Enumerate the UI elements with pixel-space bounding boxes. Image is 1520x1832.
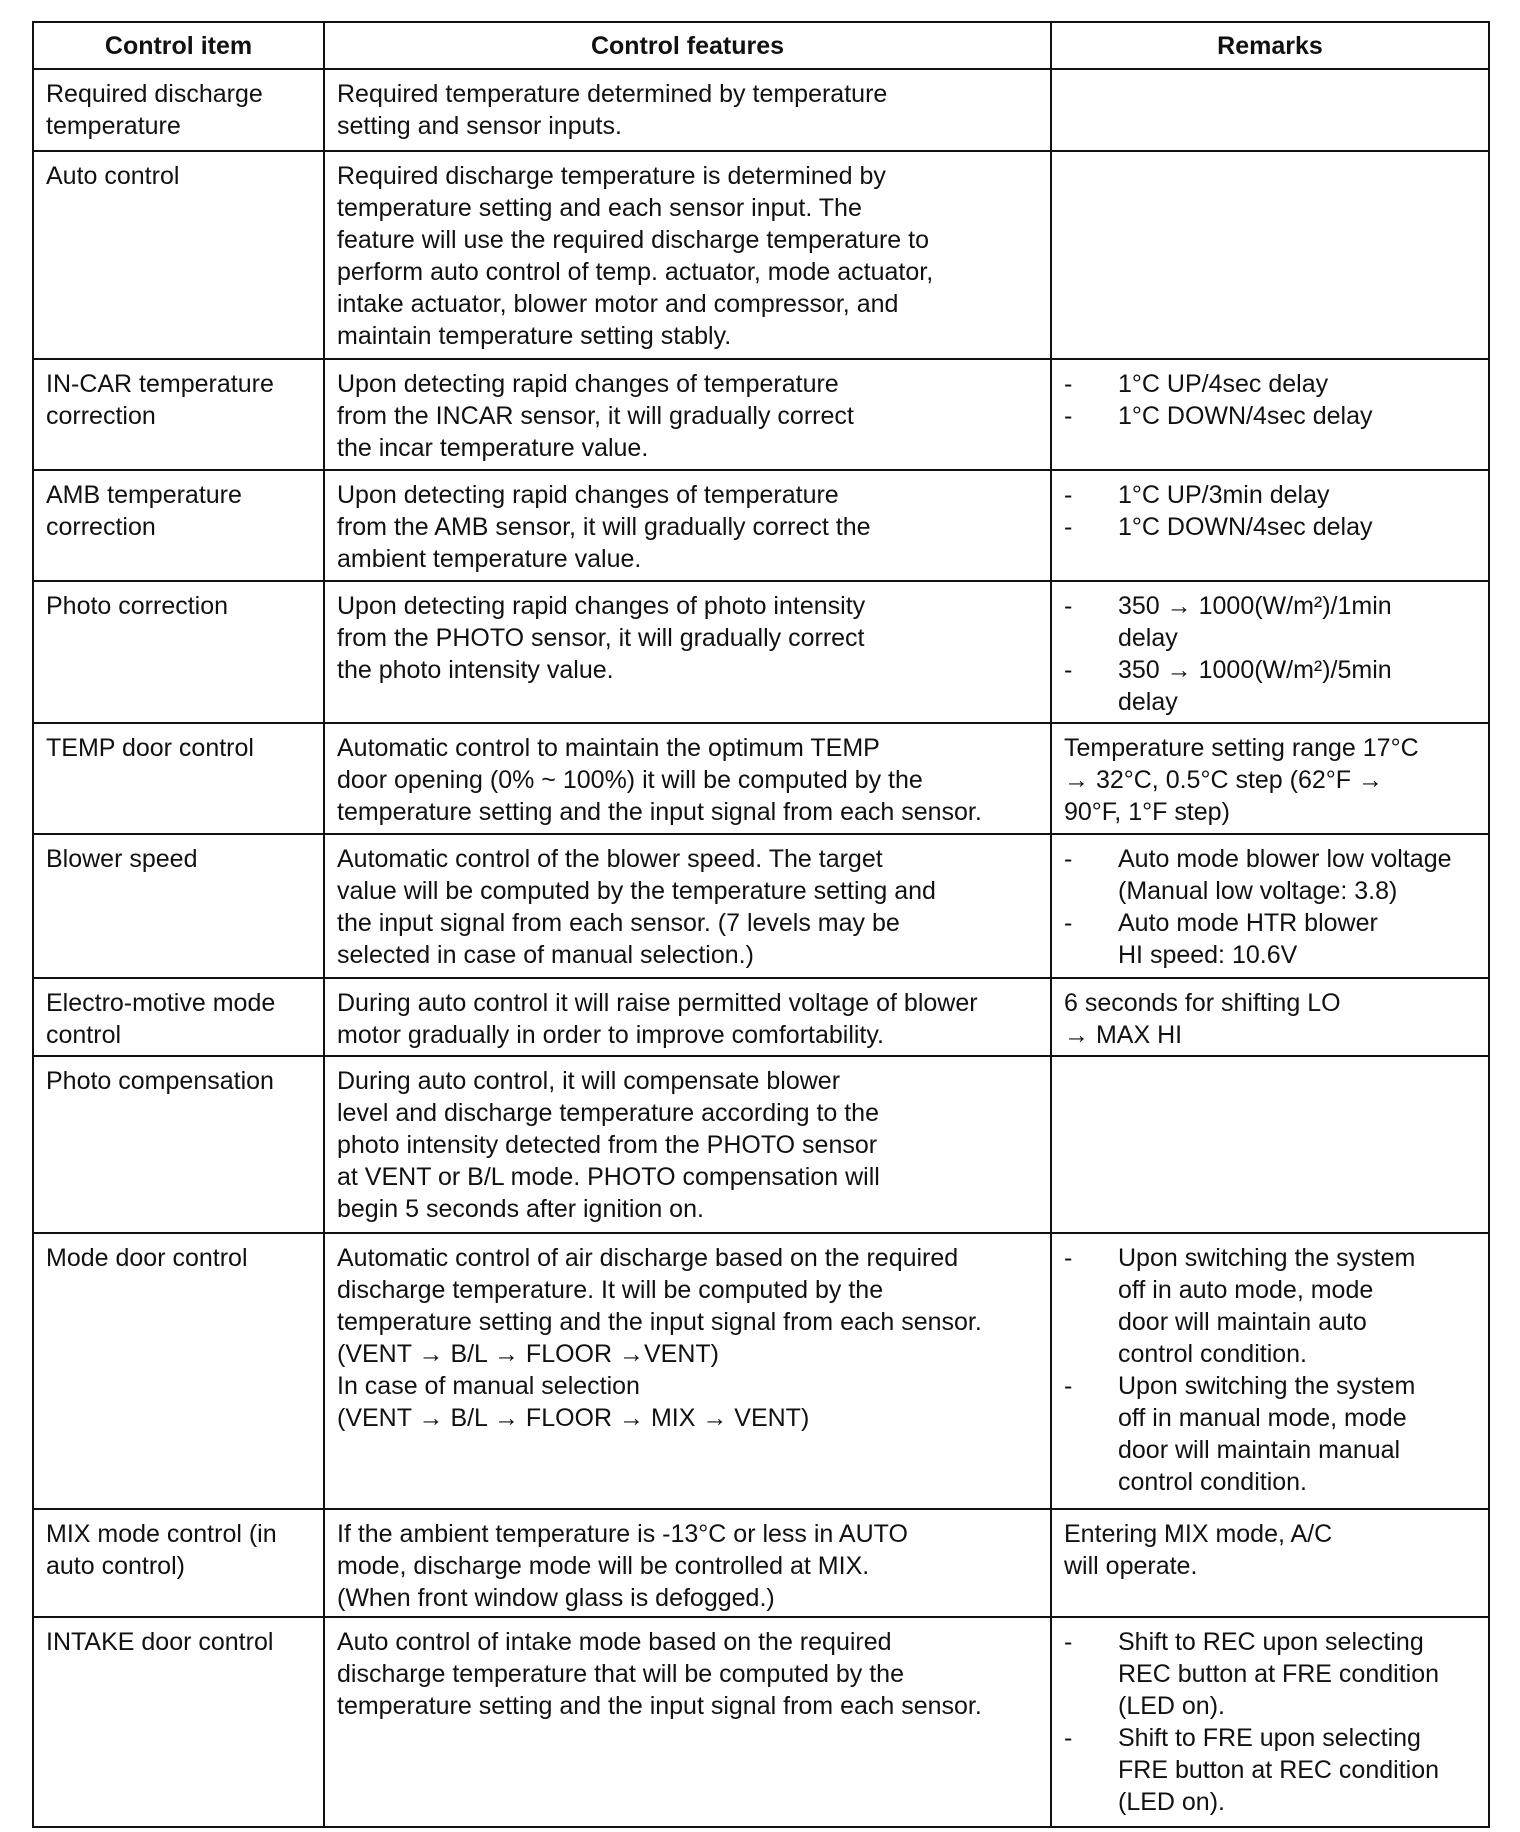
control-item-cell: AMB temperature correction [33, 470, 324, 581]
bullet-marker: - [1064, 656, 1073, 684]
control-features-cell: During auto control, it will compensate blower level and discharge temperature according to the photo intensity detected from the PHOTO sensor at VENT or B/L mode. PHOTO compensation will begin 5 seconds after ignition on. [324, 1056, 1051, 1233]
remarks-cell [1051, 581, 1489, 723]
header-remarks: Remarks [1051, 22, 1489, 69]
remark-bullet [1064, 907, 1476, 971]
remark-bullet [1064, 400, 1476, 432]
remarks-cell: Temperature setting range 17°C → 32°C, 0.5°C step (62°F → 90°F, 1°F step) [1051, 723, 1489, 834]
remarks-cell [1051, 151, 1489, 359]
bullet-text: 350 → 1000(W/m²)/1min delay [1118, 592, 1392, 652]
bullet-text: Auto mode blower low voltage (Manual low voltage: 3.8) [1118, 845, 1452, 905]
table-row [33, 834, 1489, 978]
bullet-text: Auto mode HTR blower HI speed: 10.6V [1118, 909, 1378, 969]
control-item-cell: IN-CAR temperature correction [33, 359, 324, 470]
remarks-cell [1051, 359, 1489, 470]
control-table [32, 21, 1490, 1828]
remark-bullet [1064, 479, 1476, 511]
remarks-cell: Entering MIX mode, A/C will operate. [1051, 1509, 1489, 1617]
bullet-marker: - [1064, 592, 1073, 620]
table-row [33, 359, 1489, 470]
bullet-marker: - [1064, 513, 1073, 541]
bullet-marker: - [1064, 402, 1073, 430]
table-row [33, 1617, 1489, 1827]
control-item-cell: Auto control [33, 151, 324, 359]
bullet-text: 1°C UP/4sec delay [1118, 370, 1329, 398]
table-row [33, 1056, 1489, 1233]
table-row [33, 69, 1489, 151]
bullet-text: Shift to REC upon selecting REC button at FRE condition (LED on). [1118, 1628, 1439, 1720]
remarks-cell [1051, 1617, 1489, 1827]
bullet-marker: - [1064, 1244, 1073, 1272]
remark-bullet [1064, 511, 1476, 543]
remark-bullet [1064, 654, 1476, 718]
control-item-cell: Electro-motive mode control [33, 978, 324, 1056]
bullet-text: 1°C DOWN/4sec delay [1118, 402, 1373, 430]
remarks-cell [1051, 69, 1489, 151]
remarks-cell [1051, 834, 1489, 978]
bullet-marker: - [1064, 481, 1073, 509]
control-features-cell: During auto control it will raise permitted voltage of blower motor gradually in order to improve comfortability. [324, 978, 1051, 1056]
remark-bullet [1064, 1722, 1476, 1818]
bullet-marker: - [1064, 1628, 1073, 1656]
control-item-cell: TEMP door control [33, 723, 324, 834]
bullet-marker: - [1064, 1372, 1073, 1400]
control-features-cell: Automatic control to maintain the optimum TEMP door opening (0% ~ 100%) it will be computed by the temperature setting and the input signal from each sensor. [324, 723, 1051, 834]
remark-bullet [1064, 1626, 1476, 1722]
control-item-cell: Required discharge temperature [33, 69, 324, 151]
remark-bullet [1064, 590, 1476, 654]
bullet-text: 350 → 1000(W/m²)/5min delay [1118, 656, 1392, 716]
bullet-text: 1°C UP/3min delay [1118, 481, 1330, 509]
table-row [33, 581, 1489, 723]
bullet-text: Shift to FRE upon selecting FRE button at REC condition (LED on). [1118, 1724, 1439, 1816]
remark-bullet [1064, 843, 1476, 907]
bullet-marker: - [1064, 909, 1073, 937]
bullet-marker: - [1064, 1724, 1073, 1752]
bullet-text: Upon switching the system off in auto mode, mode door will maintain auto control condition. [1118, 1244, 1416, 1368]
control-item-cell: MIX mode control (in auto control) [33, 1509, 324, 1617]
remark-bullet [1064, 1370, 1476, 1498]
control-item-cell: Photo correction [33, 581, 324, 723]
control-item-cell: Photo compensation [33, 1056, 324, 1233]
control-features-cell: Auto control of intake mode based on the required discharge temperature that will be computed by the temperature setting and the input signal from each sensor. [324, 1617, 1051, 1827]
control-features-cell: If the ambient temperature is -13°C or less in AUTO mode, discharge mode will be controlled at MIX. (When front window glass is defogged.) [324, 1509, 1051, 1617]
table-row [33, 723, 1489, 834]
remark-bullet [1064, 1242, 1476, 1370]
header-control-item: Control item [33, 22, 324, 69]
control-features-cell: Required temperature determined by temperature setting and sensor inputs. [324, 69, 1051, 151]
remarks-cell [1051, 1056, 1489, 1233]
control-features-cell: Upon detecting rapid changes of temperature from the AMB sensor, it will gradually correct the ambient temperature value. [324, 470, 1051, 581]
table-row [33, 978, 1489, 1056]
remarks-cell [1051, 1233, 1489, 1509]
control-features-cell: Required discharge temperature is determined by temperature setting and each sensor input. The feature will use the required discharge temperature to perform auto control of temp. actuator, mode actuator, intake actuator, blower motor and compressor, and maintain temperature setting stably. [324, 151, 1051, 359]
table-row [33, 151, 1489, 359]
remark-bullet [1064, 368, 1476, 400]
bullet-text: 1°C DOWN/4sec delay [1118, 513, 1373, 541]
table-row [33, 1233, 1489, 1509]
bullet-marker: - [1064, 845, 1073, 873]
control-item-cell: Mode door control [33, 1233, 324, 1509]
header-control-features: Control features [324, 22, 1051, 69]
header-row [33, 22, 1489, 69]
control-item-cell: Blower speed [33, 834, 324, 978]
bullet-marker: - [1064, 370, 1073, 398]
control-features-cell: Upon detecting rapid changes of temperature from the INCAR sensor, it will gradually correct the incar temperature value. [324, 359, 1051, 470]
table-row [33, 470, 1489, 581]
control-features-cell: Upon detecting rapid changes of photo intensity from the PHOTO sensor, it will gradually correct the photo intensity value. [324, 581, 1051, 723]
control-features-cell: Automatic control of the blower speed. The target value will be computed by the temperature setting and the input signal from each sensor. (7 levels may be selected in case of manual selection.) [324, 834, 1051, 978]
control-item-cell: INTAKE door control [33, 1617, 324, 1827]
bullet-text: Upon switching the system off in manual mode, mode door will maintain manual control condition. [1118, 1372, 1416, 1496]
remarks-cell [1051, 470, 1489, 581]
table-row [33, 1509, 1489, 1617]
remarks-cell: 6 seconds for shifting LO → MAX HI [1051, 978, 1489, 1056]
control-features-cell: Automatic control of air discharge based on the required discharge temperature. It will be computed by the temperature setting and the input signal from each sensor. (VENT → B/L → FLOOR →VENT) In case of manual selection (VENT → B/L → FLOOR → MIX → VENT) [324, 1233, 1051, 1509]
